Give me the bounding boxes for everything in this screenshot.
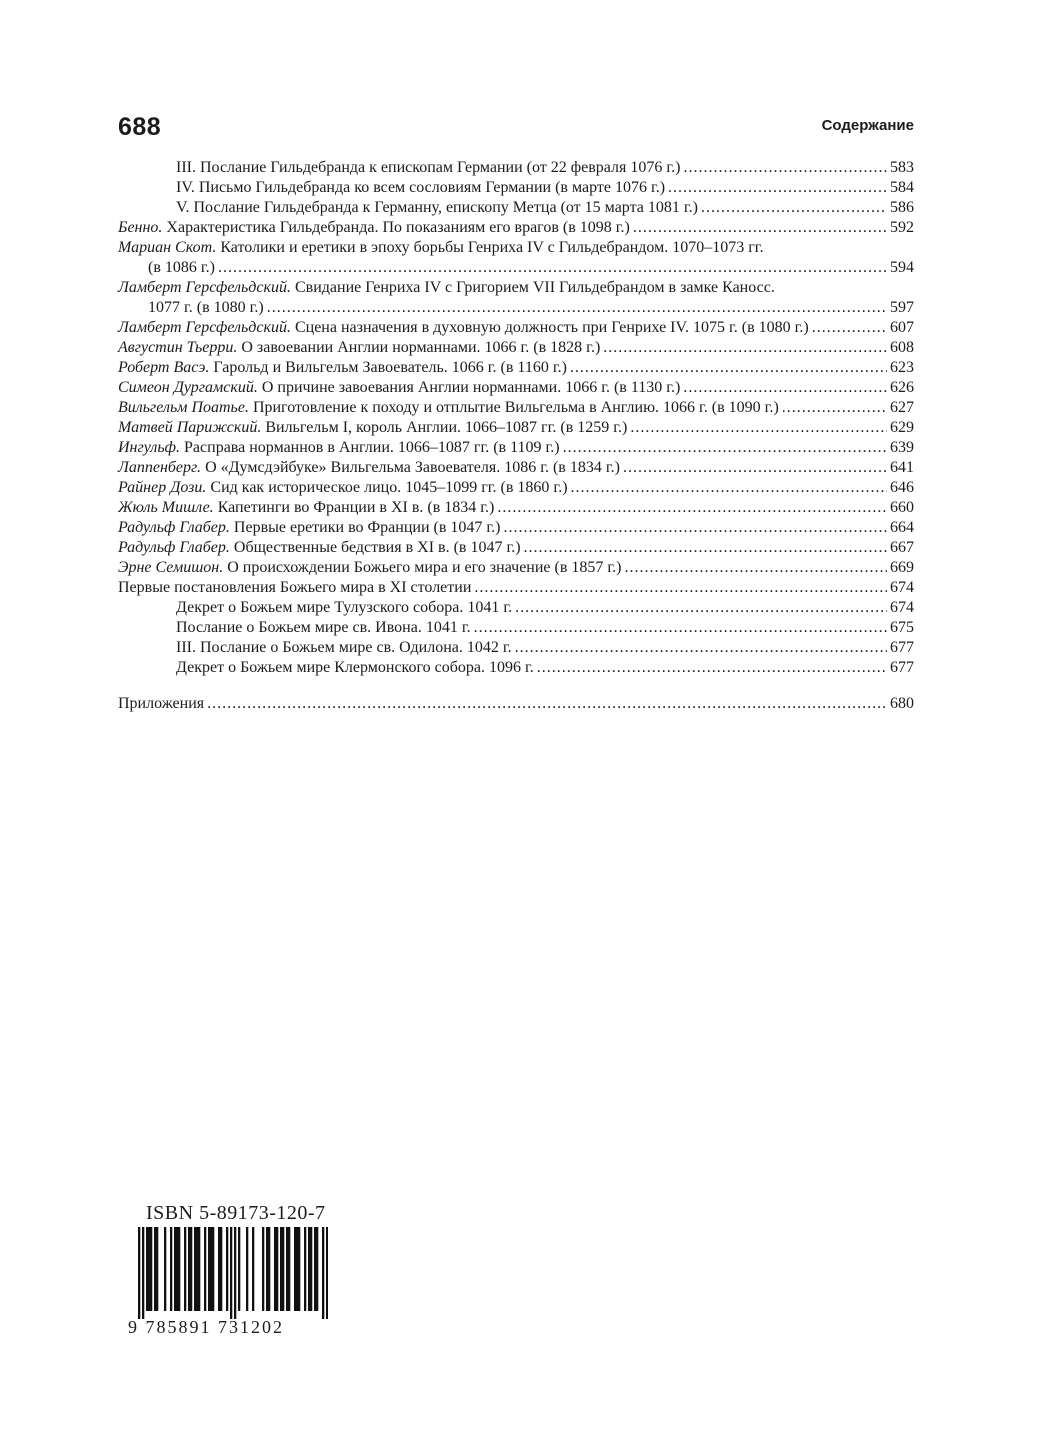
barcode-bar — [230, 1227, 232, 1319]
toc-entry-text — [118, 418, 627, 438]
toc-entry-text — [118, 458, 620, 478]
dot-leader — [503, 518, 887, 538]
dot-leader — [524, 538, 887, 558]
toc-row — [118, 398, 914, 418]
toc-page-number: 586 — [890, 199, 914, 216]
toc-author: Жюль Мишле. — [118, 499, 214, 516]
toc-title: О «Думсдэйбуке» Вильгельма Завоевателя. 1086 г. (в 1834 г.) — [205, 459, 620, 476]
barcode-bar — [280, 1227, 282, 1311]
toc-entry-text — [118, 518, 500, 538]
barcode-bar — [148, 1227, 150, 1311]
toc-page-number: 626 — [890, 379, 914, 396]
toc-title: Декрет о Божьем мире Клермонского собора. 1096 г. — [176, 659, 534, 676]
toc-author: Роберт Васэ. — [118, 359, 210, 376]
ean-digits: 9 785891 731202 — [128, 1317, 284, 1337]
dot-leader — [563, 438, 887, 458]
dot-leader — [267, 298, 887, 318]
toc-entry-text — [118, 558, 622, 578]
toc-entry-text — [118, 498, 494, 518]
toc-row-continuation — [118, 298, 914, 318]
barcode-bar — [154, 1227, 156, 1311]
toc-author: Симеон Дургамский. — [118, 379, 258, 396]
dot-leader — [668, 178, 887, 198]
barcode-bar — [204, 1227, 206, 1311]
toc-title: О завоевании Англии норманнами. 1066 г. (в 1828 г.) — [241, 339, 601, 356]
toc-row — [118, 418, 914, 438]
toc-page-number: 675 — [890, 619, 914, 636]
barcode-bar — [156, 1227, 158, 1311]
barcode-bar — [308, 1227, 310, 1311]
toc-title: Общественные бедствия в XI в. (в 1047 г.) — [233, 539, 521, 556]
toc-title: Декрет о Божьем мире Тулузского собора. 1041 г. — [176, 599, 513, 616]
toc-row — [118, 658, 914, 678]
toc-page-number: 646 — [890, 479, 914, 496]
toc-row — [118, 218, 914, 238]
toc-author: Радульф Глабер. — [118, 539, 230, 556]
toc-entry-text — [118, 218, 630, 238]
toc-row — [118, 378, 914, 398]
barcode-bar — [262, 1227, 264, 1311]
barcode-bar — [276, 1227, 278, 1311]
toc-page-number: 674 — [890, 579, 914, 596]
toc-author: Райнер Дози. — [118, 479, 207, 496]
page-number: 688 — [118, 113, 162, 141]
toc-entry-text — [176, 638, 512, 658]
barcode-bar — [176, 1227, 178, 1311]
barcode-bar — [314, 1227, 316, 1311]
toc-entry-text — [118, 278, 775, 298]
toc-page-number: 677 — [890, 659, 914, 676]
toc-row — [118, 598, 914, 618]
toc-title: О происхождении Божьего мира и его значение (в 1857 г.) — [227, 559, 622, 576]
toc-author: Лаппенберг. — [118, 459, 202, 476]
barcode-bar — [178, 1227, 180, 1311]
toc-title: Послание о Божьем мире св. Ивона. 1041 г. — [176, 619, 471, 636]
toc-entry-text — [176, 618, 471, 638]
toc-title: IV. Письмо Гильдебранда ко всем сословиям Германии (в марте 1076 г.) — [176, 179, 666, 196]
toc-author: Вильгельм Поатье. — [118, 399, 249, 416]
toc-row — [118, 158, 914, 178]
toc-row — [118, 238, 914, 258]
barcode-bar — [220, 1227, 222, 1311]
barcode-bar — [298, 1227, 300, 1311]
barcode-bar — [190, 1227, 192, 1311]
barcode-bar — [210, 1227, 212, 1311]
toc-row — [118, 478, 914, 498]
barcode-bar — [326, 1227, 328, 1319]
toc-author: Эрне Семишон. — [118, 559, 224, 576]
toc-row — [118, 458, 914, 478]
toc-page-number: 592 — [890, 219, 914, 236]
toc-row — [118, 278, 914, 298]
toc-entry-text — [176, 178, 665, 198]
toc-row — [118, 578, 914, 598]
toc-page-number: 584 — [890, 179, 914, 196]
toc-entry-text — [118, 358, 567, 378]
toc-title: III. Послание о Божьем мире св. Одилона. 1042 г. — [176, 639, 512, 656]
toc-page-number: 623 — [890, 359, 914, 376]
toc-entry-text — [176, 598, 512, 618]
toc-title: Приготовление к походу и отплытие Вильгельма в Англию. 1066 г. (в 1090 г.) — [252, 399, 779, 416]
dot-leader — [630, 418, 887, 438]
toc-entry-text — [176, 658, 534, 678]
barcode-bar — [286, 1227, 288, 1311]
toc-page-number: 583 — [890, 159, 914, 176]
toc-page-number: 608 — [890, 339, 914, 356]
barcode-bar — [238, 1227, 240, 1311]
toc-entry-text — [118, 398, 779, 418]
dot-leader — [571, 478, 887, 498]
toc-page-number: 677 — [890, 639, 914, 656]
toc-title: Сцена назначения в духовную должность при Генрихе IV. 1075 г. (в 1080 г.) — [294, 319, 809, 336]
barcode-bar — [226, 1227, 228, 1311]
toc-entry-text — [118, 694, 204, 714]
toc-page-number: 629 — [890, 419, 914, 436]
barcode-bar — [310, 1227, 312, 1311]
barcode-bar — [146, 1227, 148, 1311]
barcode — [138, 1227, 328, 1319]
toc-author: Ингульф. — [118, 439, 181, 456]
toc-entry-text — [176, 198, 698, 218]
toc-title: Характеристика Гильдебранда. По показаниям его врагов (в 1098 г.) — [166, 219, 630, 236]
barcode-bar — [208, 1227, 210, 1311]
barcode-bar — [142, 1227, 144, 1319]
toc-entry-text — [118, 578, 471, 598]
barcode-bar — [294, 1227, 296, 1311]
toc-row — [118, 178, 914, 198]
barcode-bar — [304, 1227, 306, 1311]
toc-author: Мариан Скот. — [118, 239, 217, 256]
toc-title: Первые еретики во Франции (в 1047 г.) — [233, 519, 501, 536]
toc-page-number: 674 — [890, 599, 914, 616]
barcode-bar — [194, 1227, 196, 1311]
barcode-bar — [188, 1227, 190, 1311]
toc-entry-text — [118, 318, 809, 338]
toc-title: Гарольд и Вильгельм Завоеватель. 1066 г. (в 1160 г.) — [213, 359, 567, 376]
toc-page-number: 607 — [890, 319, 914, 336]
dot-leader — [515, 598, 887, 618]
toc-title: Приложения — [118, 695, 205, 712]
toc-page-number: 669 — [890, 559, 914, 576]
barcode-bar — [196, 1227, 198, 1311]
toc-entry-text — [176, 158, 680, 178]
toc-row — [118, 498, 914, 518]
toc-row — [118, 198, 914, 218]
barcode-bar — [174, 1227, 176, 1311]
toc-entry-text — [118, 478, 568, 498]
toc-row — [118, 618, 914, 638]
barcode-bar — [266, 1227, 268, 1311]
barcode-bar — [198, 1227, 200, 1311]
barcode-bar — [164, 1227, 166, 1311]
dot-leader — [474, 578, 887, 598]
dot-leader — [537, 658, 887, 678]
barcode-bar — [322, 1227, 324, 1319]
toc-title: О причине завоевания Англии норманнами. 1066 г. (в 1130 г.) — [261, 379, 681, 396]
dot-leader — [603, 338, 887, 358]
toc-row — [118, 438, 914, 458]
barcode-bar — [184, 1227, 186, 1311]
toc-row — [118, 518, 914, 538]
barcode-bar — [288, 1227, 290, 1311]
barcode-bar — [316, 1227, 318, 1311]
barcode-bar — [170, 1227, 172, 1311]
dot-leader — [497, 498, 887, 518]
toc-author: Бенно. — [118, 219, 163, 236]
toc-title: III. Послание Гильдебранда к епископам Германии (от 22 февраля 1076 г.) — [176, 159, 681, 176]
toc-row — [118, 694, 914, 714]
barcode-bar — [218, 1227, 220, 1311]
dot-leader — [570, 358, 887, 378]
toc-title: Католики и еретики в эпоху борьбы Генриха IV с Гильдебрандом. 1070–1073 гг. — [220, 239, 764, 256]
toc-page-number: 597 — [890, 299, 914, 316]
toc-entry-text — [118, 378, 680, 398]
dot-leader — [474, 618, 887, 638]
dot-leader — [683, 378, 887, 398]
toc-page-number: 680 — [890, 695, 914, 712]
barcode-bar — [252, 1227, 254, 1311]
dot-leader — [623, 458, 887, 478]
barcode-bar — [282, 1227, 284, 1311]
toc-title-continuation: 1077 г. (в 1080 г.) — [148, 299, 264, 316]
table-of-contents — [118, 158, 914, 714]
toc-title: Капетинги во Франции в XI в. (в 1834 г.) — [217, 499, 495, 516]
dot-leader — [633, 218, 887, 238]
toc-row — [118, 538, 914, 558]
toc-entry-text — [118, 238, 764, 258]
dot-leader — [625, 558, 888, 578]
barcode-bar — [268, 1227, 270, 1311]
isbn-block — [128, 1202, 338, 1338]
toc-title: Вильгельм I, король Англии. 1066–1087 гг. (в 1259 г.) — [265, 419, 628, 436]
toc-row — [118, 318, 914, 338]
toc-row — [118, 338, 914, 358]
toc-author: Ламберт Герсфельдский. — [118, 319, 291, 336]
toc-title: Первые постановления Божьего мира в XI столетии — [118, 579, 472, 596]
toc-entry-text — [118, 538, 521, 558]
barcode-bar — [234, 1227, 236, 1319]
toc-author: Радульф Глабер. — [118, 519, 230, 536]
toc-page-number: 639 — [890, 439, 914, 456]
toc-title-continuation: (в 1086 г.) — [148, 259, 215, 276]
dot-leader — [218, 258, 887, 278]
toc-entry-text — [118, 438, 560, 458]
isbn-text: ISBN 5-89173-120-7 — [146, 1202, 326, 1224]
toc-title: Расправа норманнов в Англии. 1066–1087 гг. (в 1109 г.) — [184, 439, 560, 456]
toc-title: V. Послание Гильдебранда к Германну, епископу Метца (от 15 марта 1081 г.) — [176, 199, 698, 216]
dot-leader — [207, 694, 887, 714]
barcode-bar — [274, 1227, 276, 1311]
dot-leader — [782, 398, 887, 418]
toc-page-number: 627 — [890, 399, 914, 416]
toc-row — [118, 638, 914, 658]
barcode-bar — [212, 1227, 214, 1311]
toc-page-number: 594 — [890, 259, 914, 276]
toc-entry-text — [118, 338, 600, 358]
toc-row — [118, 358, 914, 378]
toc-author: Матвей Парижский. — [118, 419, 262, 436]
toc-page-number: 660 — [890, 499, 914, 516]
barcode-bar — [296, 1227, 298, 1311]
toc-author: Августин Тьерри. — [118, 339, 238, 356]
dot-leader — [812, 318, 887, 338]
toc-page-number: 664 — [890, 519, 914, 536]
toc-page-number: 667 — [890, 539, 914, 556]
toc-title: Сид как историческое лицо. 1045–1099 гг. (в 1860 г.) — [210, 479, 568, 496]
toc-title: Свидание Генриха IV с Григорием VII Гильдебрандом в замке Каносс. — [294, 279, 775, 296]
dot-leader — [515, 638, 887, 658]
barcode-bar — [246, 1227, 248, 1311]
toc-page-number: 641 — [890, 459, 914, 476]
barcode-bar — [150, 1227, 152, 1311]
barcode-bar — [138, 1227, 140, 1319]
dot-leader — [683, 158, 887, 178]
running-title: Содержание — [821, 117, 914, 134]
toc-row — [118, 558, 914, 578]
toc-author: Ламберт Герсфельдский. — [118, 279, 291, 296]
dot-leader — [701, 198, 887, 218]
toc-row-continuation — [118, 258, 914, 278]
